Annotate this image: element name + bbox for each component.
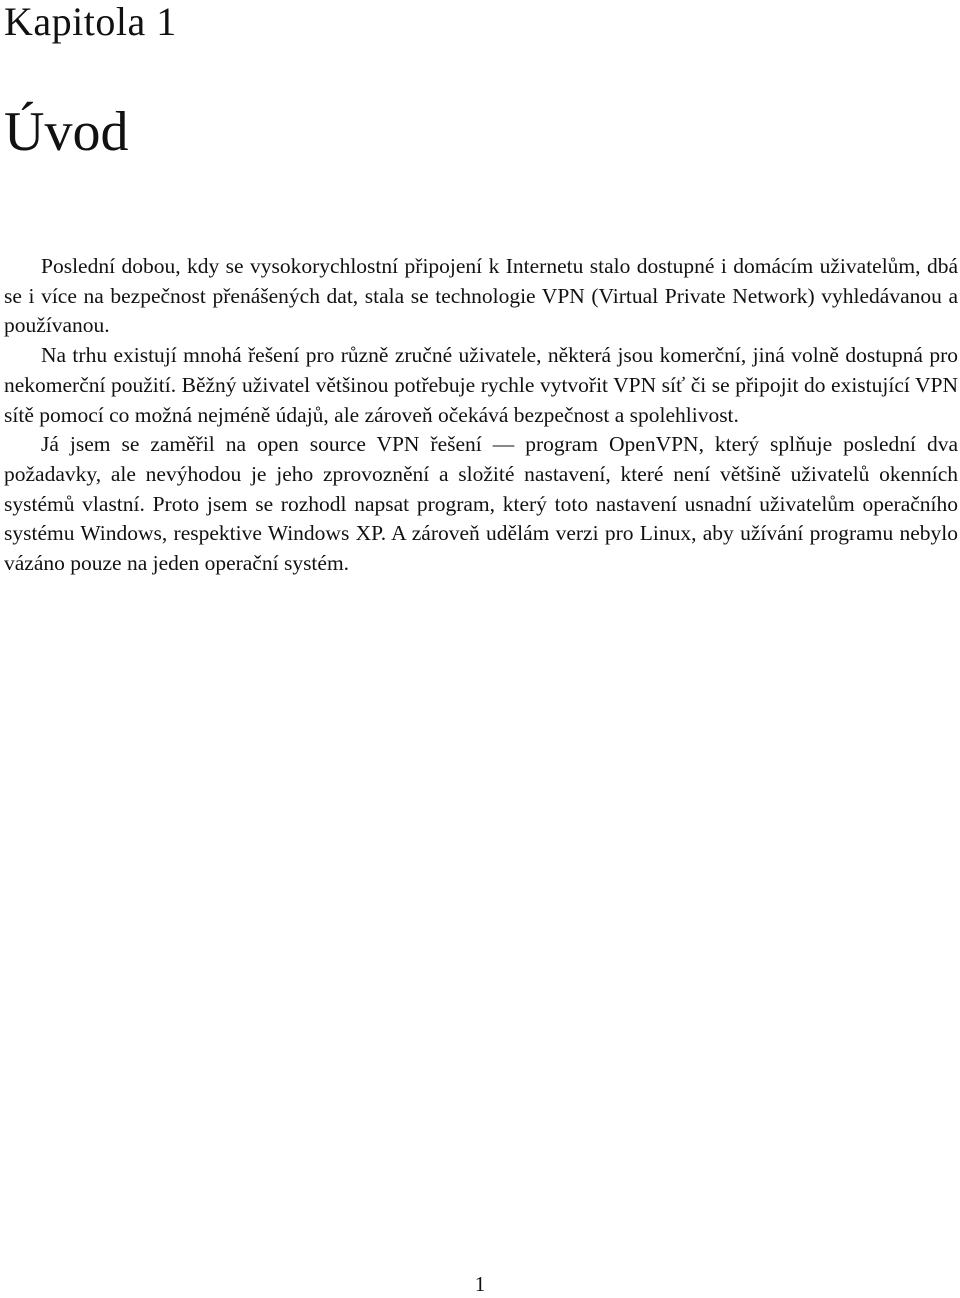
- paragraph: Na trhu existují mnohá řešení pro různě zručné uživatele, některá jsou komerční, jiná volně dostupná pro nekomerční použití. Běžný uživatel většinou potřebuje rychle vytvořit VPN síť či se připojit do existující VPN sítě pomocí co možná nejméně údajů, ale zároveň očekává bezpečnost a spolehlivost.: [4, 343, 958, 427]
- page-number: 1: [474, 1272, 486, 1296]
- chapter-label: Kapitola 1: [4, 0, 177, 44]
- chapter-body: [4, 252, 958, 579]
- paragraph: Já jsem se zaměřil na open source VPN řešení — program OpenVPN, který splňuje poslední dva požadavky, ale nevýhodou je jeho zprovoznění a složité nastavení, které není většině uživatelů okenních systémů vlastní. Proto jsem se rozhodl napsat program, který toto nastavení usnadní uživatelům operačního systému Windows, respektive Windows XP. A zároveň udělám verzi pro Linux, aby užívání programu nebylo vázáno pouze na jeden operační systém.: [4, 432, 958, 576]
- paragraph: Poslední dobou, kdy se vysokorychlostní připojení k Internetu stalo dostupné i domácím uživatelům, dbá se i více na bezpečnost přenášených dat, stala se technologie VPN (Virtual Private Network) vyhledávanou a používanou.: [4, 254, 958, 338]
- chapter-title: Úvod: [4, 101, 129, 163]
